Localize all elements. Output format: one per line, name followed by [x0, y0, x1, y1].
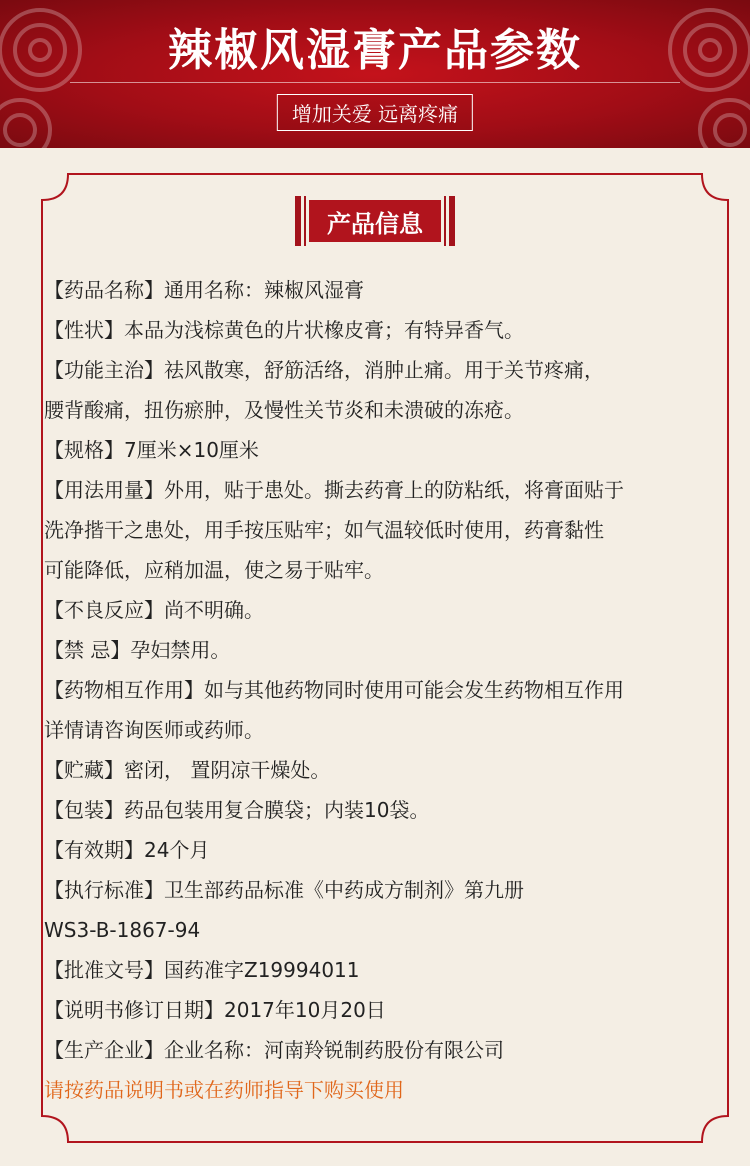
info-line: 【有效期】24个月: [44, 838, 210, 862]
purchase-note: 请按药品说明书或在药师指导下购买使用: [44, 1078, 404, 1102]
page-title: 辣椒风湿膏产品参数: [168, 25, 582, 76]
info-line: 可能降低，应稍加温，使之易于贴牢。: [44, 558, 384, 582]
section-badge: [295, 196, 455, 246]
header-banner: [0, 0, 750, 148]
product-info-list: [44, 270, 712, 1110]
info-line: WS3-B-1867-94: [44, 918, 201, 942]
divider: [70, 82, 680, 83]
info-line: 洗净揩干之患处，用手按压贴牢；如气温较低时使用，药膏黏性: [44, 518, 604, 542]
section-badge-label: 产品信息: [309, 200, 441, 242]
info-line: 【用法用量】外用，贴于患处。撕去药膏上的防粘纸，将膏面贴于: [44, 478, 624, 502]
info-line: 【生产企业】企业名称：河南羚锐制药股份有限公司: [44, 1038, 504, 1062]
info-line: 【药品名称】通用名称：辣椒风湿膏: [44, 278, 364, 302]
info-line: 【不良反应】尚不明确。: [44, 598, 264, 622]
info-line: 【规格】7厘米×10厘米: [44, 438, 259, 462]
info-line: 【包装】药品包装用复合膜袋；内装10袋。: [44, 798, 430, 822]
info-line: 【性状】本品为浅棕黄色的片状橡皮膏；有特异香气。: [44, 318, 524, 342]
info-line: 腰背酸痛，扭伤瘀肿，及慢性关节炎和未溃破的冻疮。: [44, 398, 524, 422]
info-line: 【功能主治】祛风散寒，舒筋活络，消肿止痛。用于关节疼痛，: [44, 358, 604, 382]
info-line: 详情请咨询医师或药师。: [44, 718, 264, 742]
info-line: 【说明书修订日期】2017年10月20日: [44, 998, 386, 1022]
info-line: 【执行标准】卫生部药品标准《中药成方制剂》第九册: [44, 878, 524, 902]
info-line: 【禁 忌】孕妇禁用。: [44, 638, 231, 662]
info-line: 【药物相互作用】如与其他药物同时使用可能会发生药物相互作用: [44, 678, 624, 702]
subtitle-box: 增加关爱 远离疼痛: [277, 94, 473, 131]
info-line: 【批准文号】国药准字Z19994011: [44, 958, 360, 982]
info-line: 【贮藏】密闭， 置阴凉干燥处。: [44, 758, 331, 782]
